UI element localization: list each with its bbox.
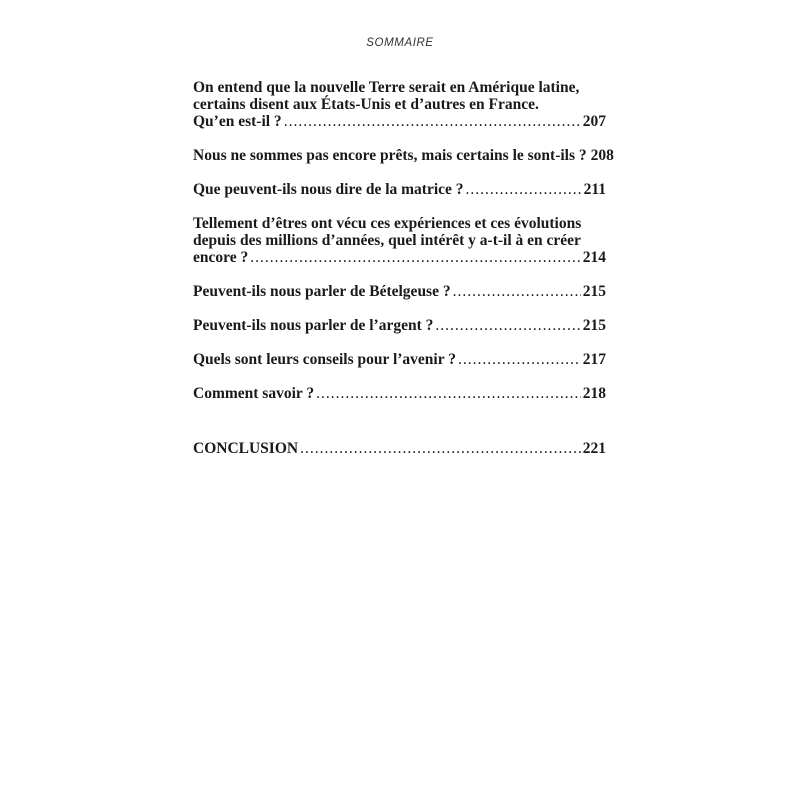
toc-entry-lead-line [193, 147, 614, 164]
toc-page-number: 214 [582, 249, 606, 266]
toc-entry-title: Nous ne sommes pas encore prêts, mais certains le sont-ils ? [193, 147, 587, 164]
toc-page-number: 215 [582, 317, 606, 334]
toc-entry [193, 215, 606, 266]
toc-entry-lead-line [193, 351, 606, 368]
toc-entry [193, 181, 606, 198]
toc-entry-lead-line [193, 113, 606, 130]
toc-entry-title: encore ? [193, 249, 249, 266]
toc-entry [193, 283, 606, 300]
toc-page-number: 208 [590, 147, 614, 164]
toc-entry-title: Comment savoir ? [193, 385, 315, 402]
toc-entry [193, 147, 614, 164]
toc-entry-title: Qu’en est-il ? [193, 113, 282, 130]
toc-entry-line: certains disent aux États-Unis et d’autres en France. [193, 96, 539, 113]
toc-entry-title: Quels sont leurs conseils pour l’avenir ? [193, 351, 456, 368]
toc-entry-lead-line [193, 385, 606, 402]
dot-leader [466, 181, 582, 198]
toc-page-number: 217 [582, 351, 606, 368]
toc-entry-lead-line [193, 440, 606, 457]
toc-entry [193, 79, 606, 130]
dot-leader [300, 440, 581, 457]
toc-entry-line: Tellement d’êtres ont vécu ces expériences et ces évolutions [193, 215, 582, 232]
running-head: SOMMAIRE [366, 37, 434, 49]
toc-entry-line: On entend que la nouvelle Terre serait en Amérique latine, [193, 79, 580, 96]
toc-entry-title: CONCLUSION [193, 440, 299, 457]
toc-entry [193, 317, 606, 334]
toc-entry [193, 351, 606, 368]
toc-entry-title: Peuvent-ils nous parler de l’argent ? [193, 317, 434, 334]
dot-leader [250, 249, 581, 266]
dot-leader [435, 317, 580, 334]
toc-entry-conclusion [193, 440, 606, 457]
toc-entry-title: Que peuvent-ils nous dire de la matrice ? [193, 181, 464, 198]
toc-entry-title: Peuvent-ils nous parler de Bételgeuse ? [193, 283, 451, 300]
toc-entry-lead-line [193, 317, 606, 334]
table-of-contents [193, 79, 614, 474]
toc-page-number: 218 [582, 385, 606, 402]
toc-entry [193, 385, 606, 402]
toc-page-number: 207 [582, 113, 606, 130]
toc-page-number: 221 [582, 440, 606, 457]
toc-entry-lead-line [193, 283, 606, 300]
toc-page-number: 215 [582, 283, 606, 300]
dot-leader [453, 283, 581, 300]
toc-entry-lead-line [193, 181, 606, 198]
dot-leader [316, 385, 581, 402]
toc-entry-lead-line [193, 249, 606, 266]
toc-entry-line: depuis des millions d’années, quel intérêt y a-t-il à en créer [193, 232, 581, 249]
dot-leader [458, 351, 581, 368]
dot-leader [284, 113, 581, 130]
toc-page-number: 211 [583, 181, 606, 198]
